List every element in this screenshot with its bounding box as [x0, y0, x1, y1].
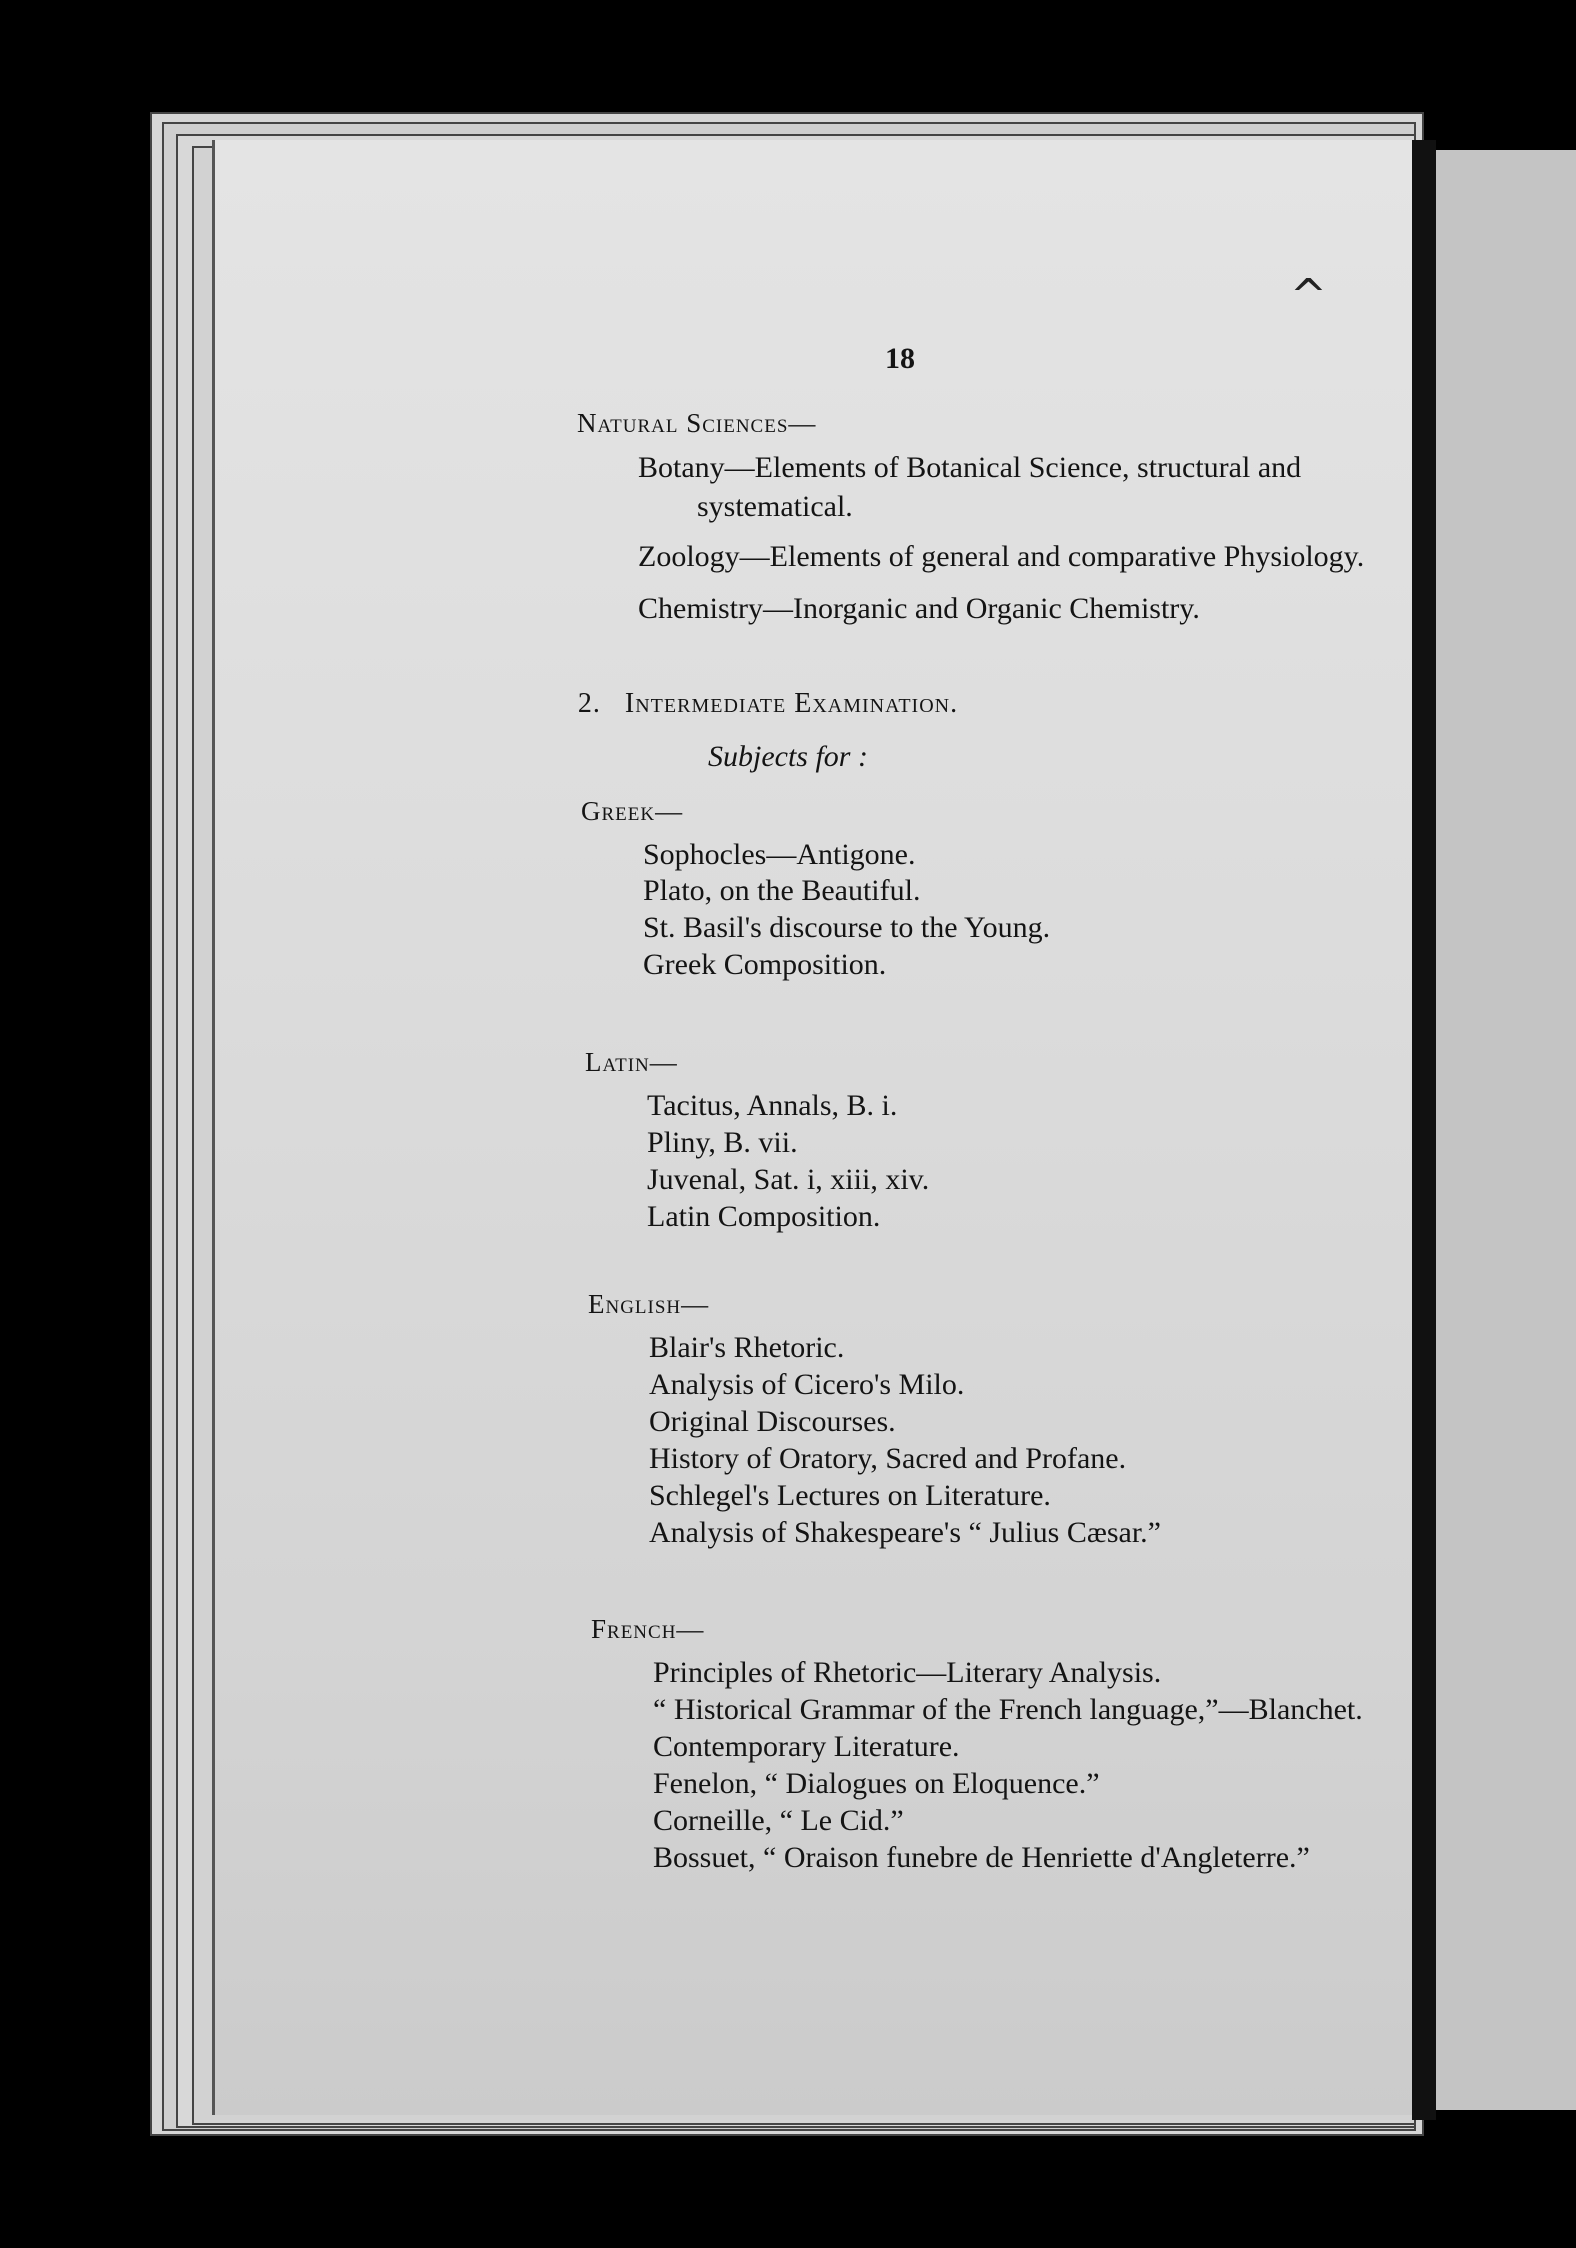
- list-item: Corneille, “ Le Cid.”: [653, 1804, 904, 1837]
- section-heading-greek: Greek—: [581, 796, 684, 826]
- list-item: Analysis of Shakespeare's “ Julius Cæsar.”: [649, 1516, 1161, 1549]
- subjects-subtitle: Subjects for :: [708, 740, 868, 773]
- list-item: Principles of Rhetoric—Literary Analysis.: [653, 1656, 1162, 1689]
- list-item: Juvenal, Sat. i, xiii, xiv.: [647, 1163, 930, 1196]
- list-item: Zoology—Elements of general and comparative Physiology.: [638, 540, 1365, 573]
- section-heading-english: English—: [588, 1289, 710, 1319]
- list-item: Blair's Rhetoric.: [649, 1331, 845, 1364]
- exam-heading: 2. Intermediate Examination.: [577, 688, 959, 719]
- section-heading-french: French—: [591, 1614, 705, 1644]
- list-item: Tacitus, Annals, B. i.: [647, 1089, 898, 1122]
- list-item: Fenelon, “ Dialogues on Eloquence.”: [653, 1767, 1100, 1800]
- list-item: Latin Composition.: [647, 1200, 881, 1233]
- list-item: “ Historical Grammar of the French language,”—Blanchet.: [653, 1693, 1363, 1726]
- list-item: systematical.: [697, 490, 853, 523]
- list-item: St. Basil's discourse to the Young.: [643, 911, 1051, 944]
- list-item: Schlegel's Lectures on Literature.: [649, 1479, 1051, 1512]
- list-item: Contemporary Literature.: [653, 1730, 960, 1763]
- list-item: Pliny, B. vii.: [647, 1126, 798, 1159]
- list-item: Chemistry—Inorganic and Organic Chemistry.: [638, 592, 1200, 625]
- corner-mark: ^: [1290, 270, 1327, 321]
- section-heading-natural-sciences: Natural Sciences—: [577, 408, 817, 438]
- list-item: Analysis of Cicero's Milo.: [649, 1368, 965, 1401]
- list-item: History of Oratory, Sacred and Profane.: [649, 1442, 1127, 1475]
- list-item: Greek Composition.: [643, 948, 887, 981]
- list-item: Bossuet, “ Oraison funebre de Henriette d'Angleterre.”: [653, 1841, 1310, 1874]
- list-item: Botany—Elements of Botanical Science, structural and: [638, 451, 1302, 484]
- list-item: Plato, on the Beautiful.: [643, 874, 921, 907]
- list-item: Original Discourses.: [649, 1405, 896, 1438]
- page-number: 18: [885, 342, 915, 375]
- section-heading-latin: Latin—: [585, 1047, 678, 1077]
- list-item: Sophocles—Antigone.: [643, 838, 916, 871]
